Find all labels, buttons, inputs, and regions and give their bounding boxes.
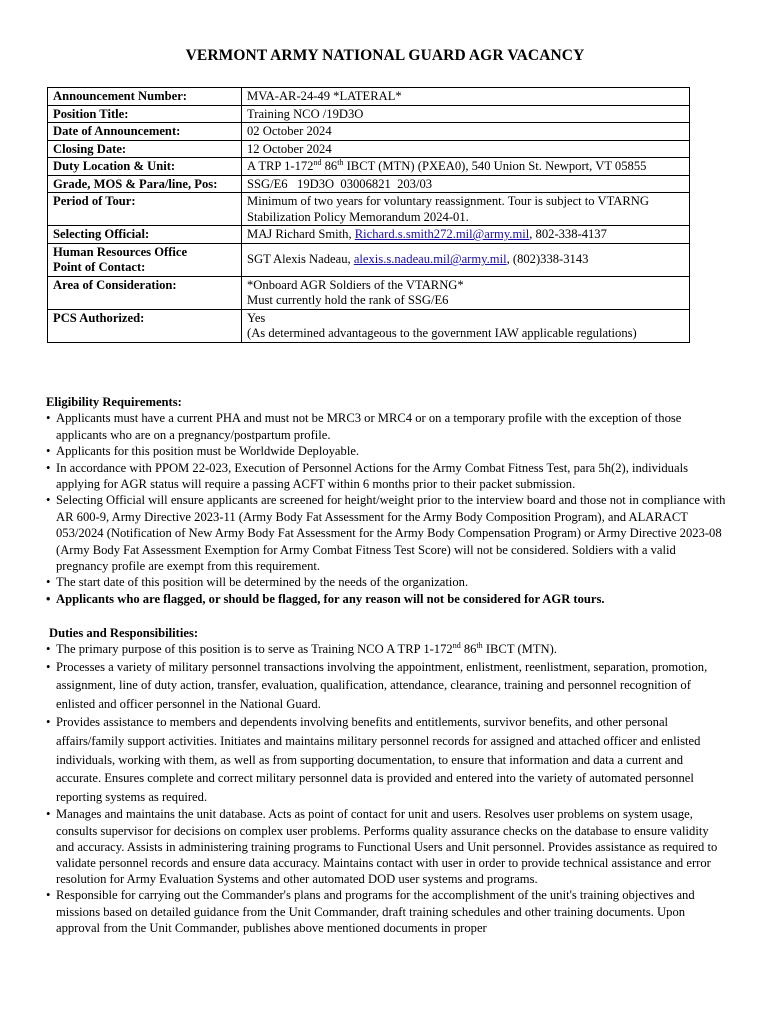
period-of-tour-label: Period of Tour: <box>48 193 242 226</box>
table-row <box>48 226 690 244</box>
announcement-number-label: Announcement Number: <box>48 88 242 106</box>
closing-date-value: 12 October 2024 <box>242 140 690 158</box>
closing-date-label: Closing Date: <box>48 140 242 158</box>
list-item: • In accordance with PPOM 22-023, Execution of Personnel Actions for the Army Combat Fitness Test, para 5h(2), individuals applying for AGR status will require a passing ACFT within 6 months prior to their packet submission. <box>46 460 726 493</box>
selecting-official-email-link[interactable]: Richard.s.smith272.mil@army.mil <box>354 227 530 241</box>
eligibility-list <box>46 410 726 607</box>
area-of-consideration-label: Area of Consideration: <box>48 276 242 309</box>
position-title-value: Training NCO /19D3O <box>242 105 690 123</box>
date-of-announcement-value: 02 October 2024 <box>242 123 690 141</box>
duty-location-value: A TRP 1-172nd 86th IBCT (MTN) (PXEA0), 540 Union St. Newport, VT 05855 <box>242 158 690 176</box>
list-item: • Applicants for this position must be Worldwide Deployable. <box>46 443 726 459</box>
duty-location-label: Duty Location & Unit: <box>48 158 242 176</box>
hro-poc-value: SGT Alexis Nadeau, alexis.s.nadeau.mil@army.mil, (802)338-3143 <box>242 243 690 276</box>
vacancy-info-table <box>47 87 690 343</box>
selecting-official-value: MAJ Richard Smith, Richard.s.smith272.mil@army.mil, 802-338-4137 <box>242 226 690 244</box>
grade-label: Grade, MOS & Para/line, Pos: <box>48 175 242 193</box>
duties-section <box>46 625 726 936</box>
table-row <box>48 158 690 176</box>
list-item: • Applicants must have a current PHA and must not be MRC3 or MRC4 or on a temporary profile with the exception of those applicants who are on a pregnancy/postpartum profile. <box>46 410 726 443</box>
table-row <box>48 88 690 106</box>
duties-list <box>46 641 726 936</box>
table-row <box>48 123 690 141</box>
list-item: • Applicants who are flagged, or should be flagged, for any reason will not be considered for AGR tours. <box>46 591 726 607</box>
selecting-official-label: Selecting Official: <box>48 226 242 244</box>
area-of-consideration-value: *Onboard AGR Soldiers of the VTARNG* Must currently hold the rank of SSG/E6 <box>242 276 690 309</box>
announcement-number-value: MVA-AR-24-49 *LATERAL* <box>242 88 690 106</box>
period-of-tour-value: Minimum of two years for voluntary reassignment. Tour is subject to VTARNG Stabilization Policy Memorandum 2024-01. <box>242 193 690 226</box>
grade-value: SSG/E6 19D3O 03006821 203/03 <box>242 175 690 193</box>
table-row <box>48 175 690 193</box>
list-item: • Manages and maintains the unit database. Acts as point of contact for unit and users. Resolves user problems on system usage, consults supervisor for decisions on complex user problems. Performs quality assurance checks on the database to ensure validity and accuracy. Assists in administering training programs to Functional Users and Unit personnel. Provides assistance as required to validate personnel records and ensure data accuracy. Maintains contact with user in order to provide technical assistance and error resolution for Army Evaluation Systems and other automated DOD user systems and programs. <box>46 806 726 887</box>
date-of-announcement-label: Date of Announcement: <box>48 123 242 141</box>
list-item: • Provides assistance to members and dependents involving benefits and entitlements, survivor benefits, and other personal affairs/family support activities. Initiates and maintains military personnel records for assigned and attached officer and enlisted individuals, working with them, as well as from supporting documentation, to ensure that information and data a current and accurate. Ensures complete and correct military personnel data is provided and entered into the variety of automated personnel reporting systems as required. <box>46 713 726 806</box>
list-item: • The start date of this position will be determined by the needs of the organization. <box>46 574 726 590</box>
eligibility-heading: Eligibility Requirements: <box>46 395 182 409</box>
table-row <box>48 243 690 276</box>
hro-poc-label: Human Resources Office Point of Contact: <box>48 243 242 276</box>
hro-poc-email-link[interactable]: alexis.s.nadeau.mil@army.mil <box>353 252 507 267</box>
table-row <box>48 140 690 158</box>
table-row <box>48 105 690 123</box>
table-row <box>48 309 690 342</box>
pcs-authorized-label: PCS Authorized: <box>48 309 242 342</box>
position-title-label: Position Title: <box>48 105 242 123</box>
list-item: • The primary purpose of this position is to serve as Training NCO A TRP 1-172nd 86th IBCT (MTN). <box>46 641 726 657</box>
page-title: VERMONT ARMY NATIONAL GUARD AGR VACANCY <box>185 47 585 64</box>
eligibility-section <box>46 394 726 607</box>
list-item: • Responsible for carrying out the Commander's plans and programs for the accomplishment of the unit's training objectives and missions based on detailed guidance from the Unit Commander, draft training schedules and other training documents. Upon approval from the Unit Commander, publishes above mentioned documents in proper <box>46 887 726 936</box>
list-item: • Selecting Official will ensure applicants are screened for height/weight prior to the interview board and those not in compliance with AR 600-9, Army Directive 2023-11 (Army Body Fat Assessment for the Army Body Composition Program), and ALARACT 053/2024 (Notification of New Army Body Fat Assessment for the Army Body Compensation Program) or Army Directive 2023-08 (Army Body Fat Assessment Exemption for Army Combat Fitness Test Score) will not be considered. Soldiers with a valid pregnancy profile are exempt from this requirement. <box>46 492 726 574</box>
pcs-authorized-value: Yes (As determined advantageous to the government IAW applicable regulations) <box>242 309 690 342</box>
duties-heading: Duties and Responsibilities: <box>49 626 199 640</box>
list-item: • Processes a variety of military personnel transactions involving the appointment, enlistment, reenlistment, separation, promotion, assignment, line of duty action, transfer, evaluation, qualification, attendance, clearance, training and personnel recognition of enlisted and officer personnel in the National Guard. <box>46 658 726 714</box>
table-row <box>48 193 690 226</box>
table-row <box>48 276 690 309</box>
